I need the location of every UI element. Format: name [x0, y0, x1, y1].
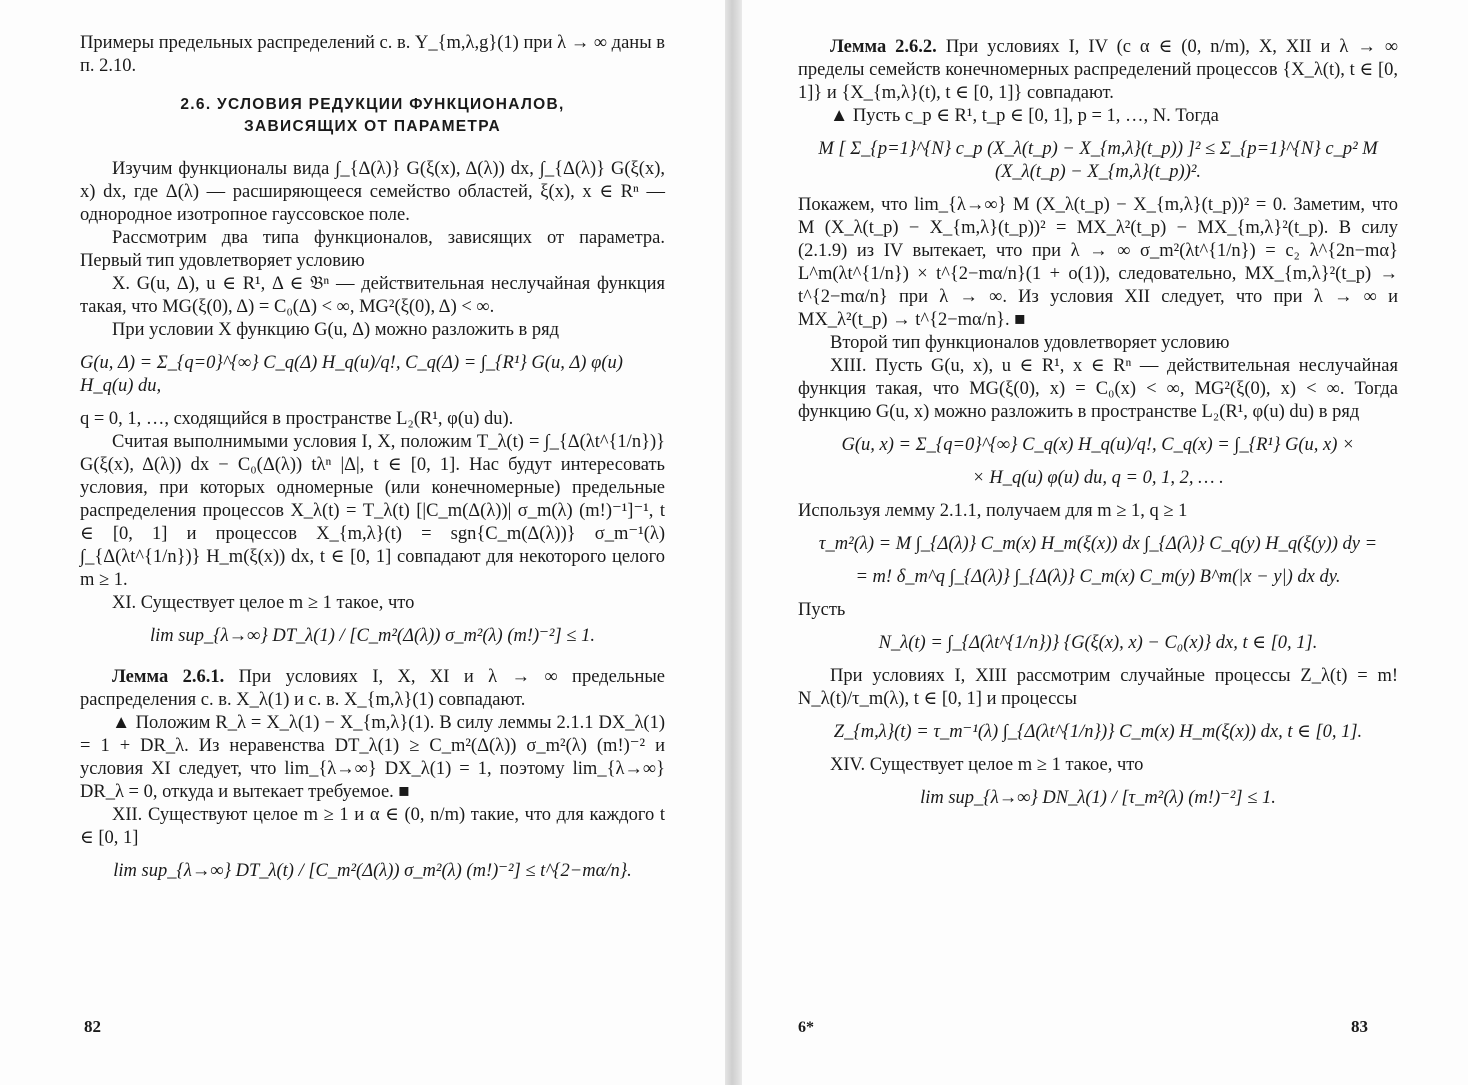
tau-formula-line-2: = m! δ_m^q ∫_{Δ(λ)} ∫_{Δ(λ)} C_m(x) C_m(y) B^m(|x − y|) dx dy.: [855, 567, 1341, 587]
convergence-paragraph: q = 0, 1, …, сходящийся в пространстве L₂(R¹, φ(u) du).: [80, 409, 514, 429]
section-title: [80, 94, 665, 138]
lemma-2-6-2: [798, 36, 1398, 105]
condition-XIII: XIII. Пусть G(u, x), u ∈ R¹, x ∈ Rⁿ — действительная неслучайная функция такая, что MG(ξ(0), x) = C₀(x) < ∞, MG²(ξ(0), x) < ∞. Тогда функцию G(u, x) можно разложить в пространстве L₂(R¹, φ(u) du) в ряд: [798, 356, 1398, 422]
proof-lemma-2-6-1: ▲ Положим R_λ = X_λ(1) − X_{m,λ}(1). В силу леммы 2.1.1 DX_λ(1) = 1 + DR_λ. Из неравенства DT_λ(1) ≥ C_m²(Δ(λ)) σ_m²(λ) (m!)⁻² и условия XI следует, что lim_{λ→∞} DX_λ(1) = 1, поэтому lim_{λ→∞} DR_λ = 0, откуда и вытекает требуемое. ■: [80, 713, 665, 802]
signature-mark: 6*: [798, 1019, 814, 1036]
condition-XIV: XIV. Существует целое m ≥ 1 такое, что: [830, 755, 1144, 775]
section-title-line-1: 2.6. УСЛОВИЯ РЕДУКЦИИ ФУНКЦИОНАЛОВ,: [180, 96, 565, 113]
lemma-2-6-1-heading: Лемма 2.6.1.: [112, 667, 225, 687]
condition-X: X. G(u, Δ), u ∈ R¹, Δ ∈ 𝔅ⁿ — действительная неслучайная функция такая, что MG(ξ(0), Δ) = C₀(Δ) < ∞, MG²(ξ(0), Δ) < ∞.: [80, 274, 665, 317]
using-lemma-paragraph: Используя лемму 2.1.1, получаем для m ≥ 1, q ≥ 1: [798, 501, 1188, 521]
formula-XI: lim sup_{λ→∞} DT_λ(1) / [C_m²(Δ(λ)) σ_m²(λ) (m!)⁻²] ≤ 1.: [150, 626, 595, 646]
consider-paragraph: При условиях I, XIII рассмотрим случайные процессы Z_λ(t) = m! N_λ(t)/τ_m(λ), t ∈ [0, 1] и процессы: [798, 666, 1398, 709]
condition-XII: XII. Существуют целое m ≥ 1 и α ∈ (0, n/m) такие, что для каждого t ∈ [0, 1]: [80, 805, 665, 848]
book-spine: [724, 0, 744, 1085]
intro-paragraph: Примеры предельных распределений с. в. Y_{m,λ,g}(1) при λ → ∞ даны в п. 2.10.: [80, 33, 665, 76]
second-type-paragraph: Второй тип функционалов удовлетворяет условию: [830, 333, 1230, 353]
let-paragraph: Пусть: [798, 600, 846, 620]
N-formula: N_λ(t) = ∫_{Δ(λt^{1/n})} {G(ξ(x), x) − C₀(x)} dx, t ∈ [0, 1].: [878, 633, 1318, 653]
condition-XI: XI. Существует целое m ≥ 1 такое, что: [112, 593, 415, 613]
lemma-2-6-2-text: При условиях I, IV (с α ∈ (0, n/m), X, XII и λ → ∞ пределы семейств конечномерных распределений процессов {X_λ(t), t ∈ [0, 1]} и {X_{m,λ}(t), t ∈ [0, 1]} совпадают.: [798, 37, 1399, 103]
series-formula: G(u, Δ) = Σ_{q=0}^{∞} C_q(Δ) H_q(u)/q!, C_q(Δ) = ∫_{R¹} G(u, Δ) φ(u) H_q(u) du,: [80, 353, 623, 396]
formula-XII: lim sup_{λ→∞} DT_λ(t) / [C_m²(Δ(λ)) σ_m²(λ) (m!)⁻²] ≤ t^{2−mα/n}.: [113, 861, 632, 881]
series-formula-2-line-2: × H_q(u) φ(u) du, q = 0, 1, 2, … .: [972, 468, 1224, 488]
types-paragraph: Рассмотрим два типа функционалов, зависящих от параметра. Первый тип удовлетворяет условию: [80, 228, 665, 271]
formula-XIV: lim sup_{λ→∞} DN_λ(1) / [τ_m²(λ) (m!)⁻²] ≤ 1.: [920, 788, 1276, 808]
assumption-paragraph: Считая выполнимыми условия I, X, положим T_λ(t) = ∫_{Δ(λt^{1/n})} G(ξ(x), Δ(λ)) dx − C₀(Δ(λ)) tλⁿ |Δ|, t ∈ [0, 1]. Нас будут интересовать условия, при которых одномерные (или конечномерные) предельные распределения процессов X_λ(t) = T_λ(t) [|C_m(Δ(λ))| σ_m(λ) (m!)⁻¹]⁻¹, t ∈ [0, 1] и процессов X_{m,λ}(t) = sgn{C_m(Δ(λ))} σ_m⁻¹(λ) ∫_{Δ(λt^{1/n})} H_m(ξ(x)) dx, t ∈ [0, 1] совпадают для некоторого целого m ≥ 1.: [80, 432, 665, 590]
lemma-2-6-1-text: При условиях I, X, XI и λ → ∞ предельные распределения с. в. X_λ(1) и с. в. X_{m,λ}(1) совпадают.: [80, 667, 666, 710]
page-number-left: 82: [84, 1017, 101, 1036]
page-number-right: 83: [1351, 1017, 1368, 1036]
expand-paragraph: При условии X функцию G(u, Δ) можно разложить в ряд: [112, 320, 560, 340]
lemma-2-6-1: [80, 666, 665, 712]
study-paragraph: Изучим функционалы вида ∫_{Δ(λ)} G(ξ(x), Δ(λ)) dx, ∫_{Δ(λ)} G(ξ(x), x) dx, где Δ(λ) — расширяющееся семейство областей, ξ(x), x ∈ Rⁿ — однородное изотропное гауссовское поле.: [80, 159, 665, 225]
left-page: [0, 0, 725, 1085]
right-page: [742, 0, 1468, 1085]
inequality-formula: M [ Σ_{p=1}^{N} c_p (X_λ(t_p) − X_{m,λ}(t_p)) ]² ≤ Σ_{p=1}^{N} c_p² M (X_λ(t_p) − X_{m,λ}(t_p))².: [818, 139, 1378, 182]
proof-lemma-2-6-2-start: ▲ Пусть c_p ∈ R¹, t_p ∈ [0, 1], p = 1, …, N. Тогда: [830, 106, 1219, 126]
proof-lemma-2-6-2-body: Покажем, что lim_{λ→∞} M (X_λ(t_p) − X_{m,λ}(t_p))² = 0. Заметим, что M (X_λ(t_p) − X_{m,λ}(t_p))² = MX_λ²(t_p) − MX_{m,λ}²(t_p). В силу (2.1.9) из IV вытекает, что при λ → ∞ σ_m²(λt^{1/n}) = c₂ λ^{2n−mα} L^m(λt^{1/n}) × t^{2−mα/n}(1 + o(1)), следовательно, MX_{m,λ}²(t_p) → t^{2−mα/n} при λ → ∞. Из условия XII следует, что при λ → ∞ и MX_λ²(t_p) → t^{2−mα/n}. ■: [798, 195, 1398, 330]
tau-formula-line-1: τ_m²(λ) = M ∫_{Δ(λ)} C_m(x) H_m(ξ(x)) dx ∫_{Δ(λ)} C_q(y) H_q(ξ(y)) dy =: [818, 534, 1378, 554]
section-title-line-2: ЗАВИСЯЩИХ ОТ ПАРАМЕТРА: [244, 118, 501, 135]
lemma-2-6-2-heading: Лемма 2.6.2.: [830, 37, 937, 57]
Z-formula: Z_{m,λ}(t) = τ_m⁻¹(λ) ∫_{Δ(λt^{1/n})} C_m(x) H_m(ξ(x)) dx, t ∈ [0, 1].: [833, 722, 1363, 742]
series-formula-2-line-1: G(u, x) = Σ_{q=0}^{∞} C_q(x) H_q(u)/q!, C_q(x) = ∫_{R¹} G(u, x) ×: [841, 435, 1355, 455]
